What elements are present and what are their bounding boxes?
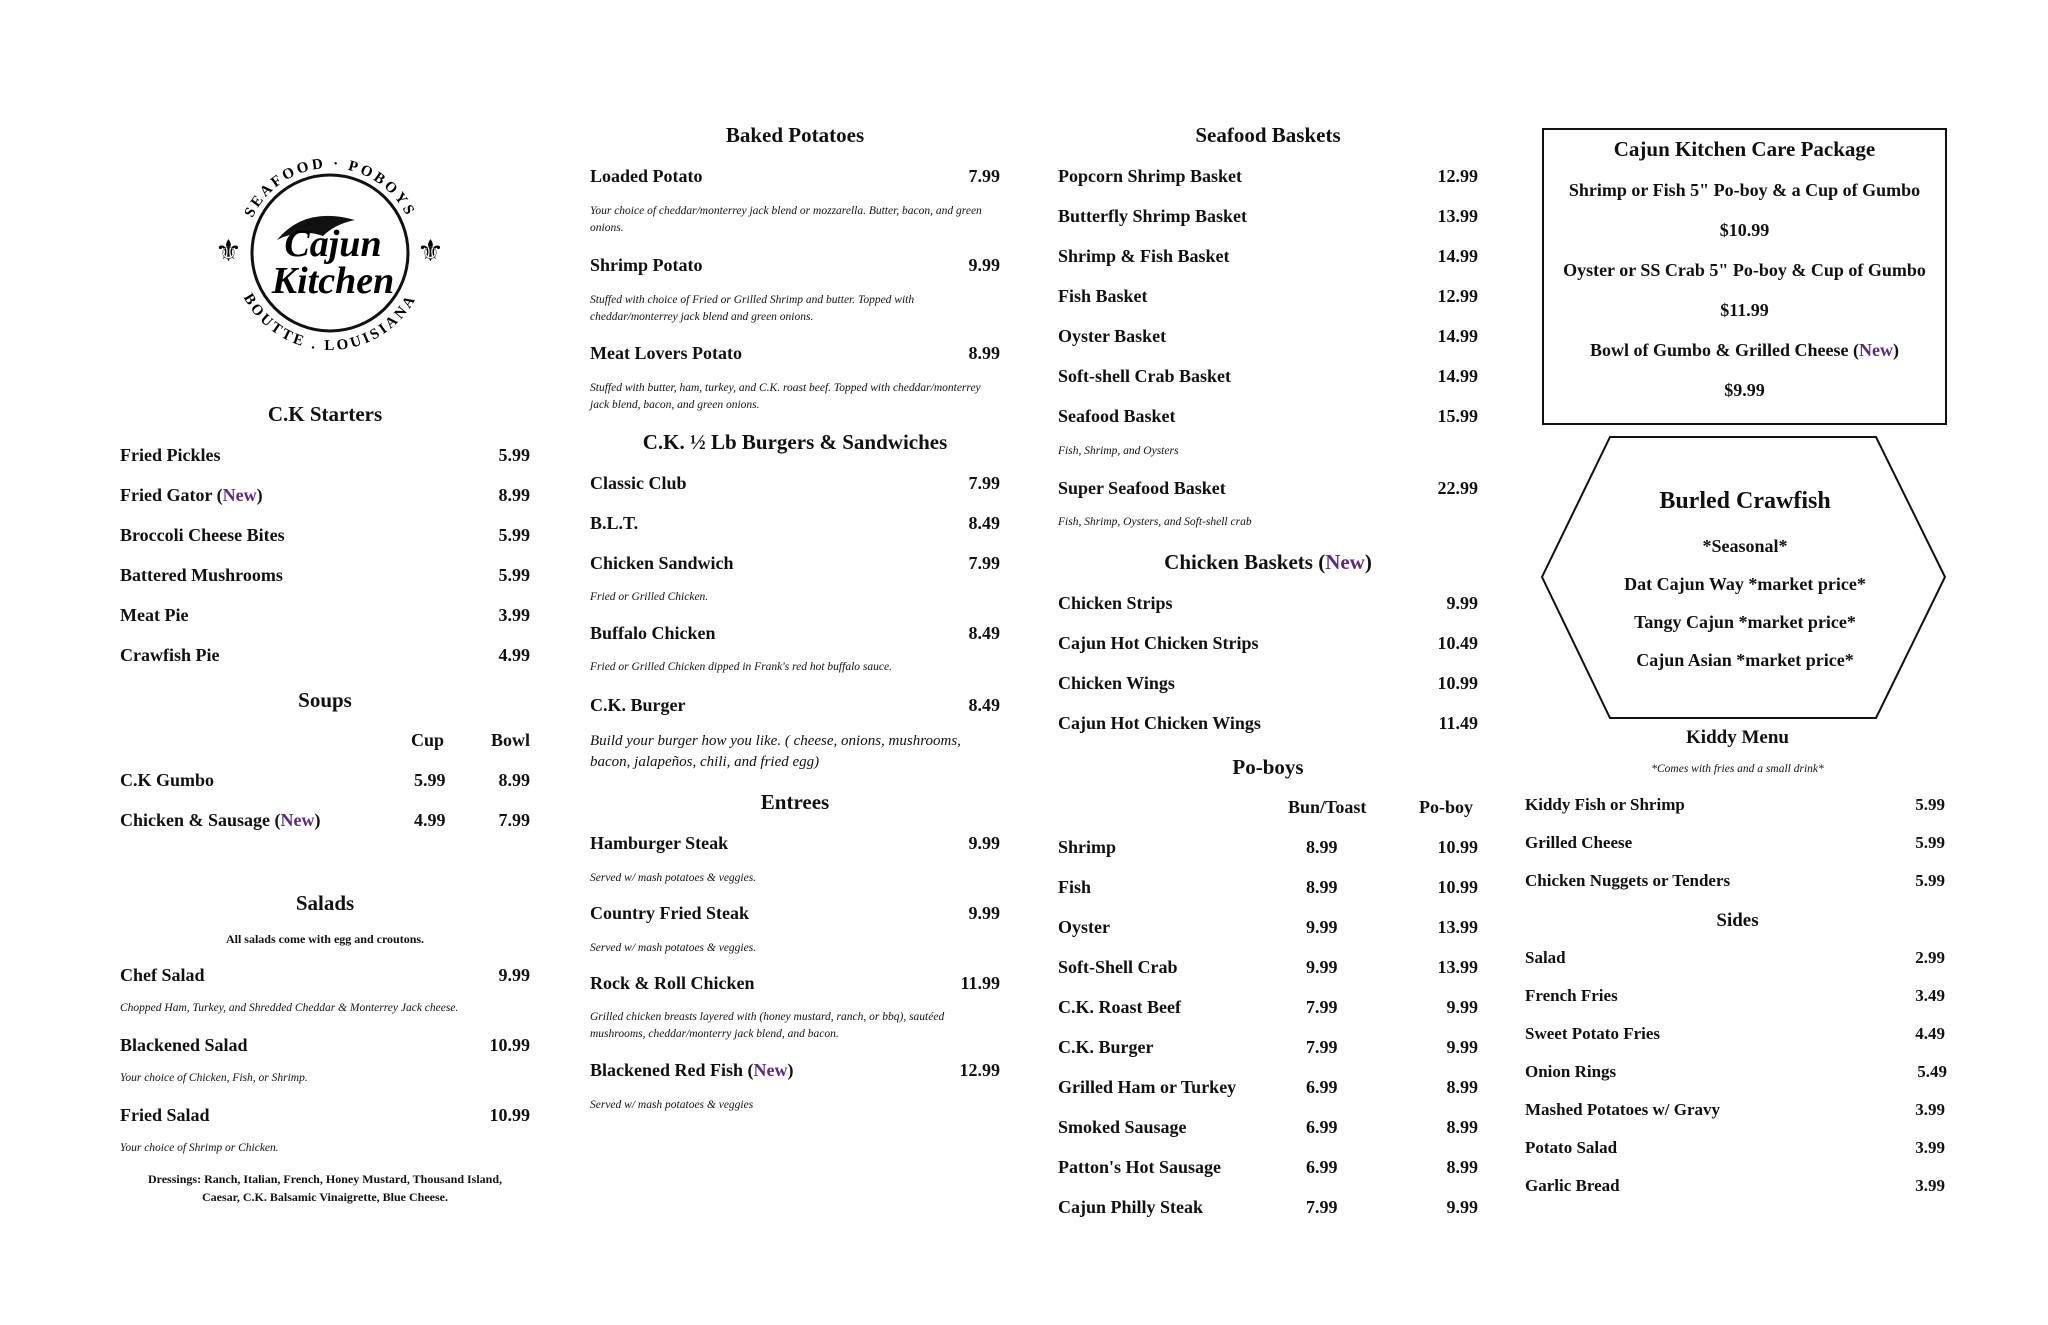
crawfish-title: Burled Crawfish <box>1659 488 1831 514</box>
soups-title: Soups <box>298 688 352 712</box>
item-note: Served w/ mash potatoes & veggies. <box>590 872 757 884</box>
care-package-line: Bowl of Gumbo & Grilled Cheese (New) <box>1590 340 1899 360</box>
logo-top-text: SEAFOOD · POBOYS <box>241 155 419 220</box>
crawfish-line: Cajun Asian *market price* <box>1636 650 1854 670</box>
crawfish-line: Dat Cajun Way *market price* <box>1624 574 1866 594</box>
baked-potatoes-title: Baked Potatoes <box>725 123 865 147</box>
care-package-price: $10.99 <box>1719 220 1770 240</box>
dressings-list: Dressings: Ranch, Italian, French, Honey Mustard, Thousand Island, Caesar, C.K. Balsamic Vinaigrette, Blue Cheese. <box>147 1172 503 1204</box>
kiddy-menu-title: Kiddy Menu <box>1686 727 1789 748</box>
care-package-title: Cajun Kitchen Care Package <box>1613 137 1876 161</box>
care-package-line: Shrimp or Fish 5" Po-boy & a Cup of Gumbo <box>1568 180 1921 200</box>
burgers-title: C.K. ½ Lb Burgers & Sandwiches <box>642 430 948 454</box>
item-note: Fried or Grilled Chicken. <box>590 591 709 603</box>
item-note: Fish, Shrimp, Oysters, and Soft-shell crab <box>1058 516 1252 528</box>
item-note: Your choice of Shrimp or Chicken. <box>120 1142 279 1154</box>
svg-text:⚜: ⚜ <box>417 235 444 268</box>
item-note: Fish, Shrimp, and Oysters <box>1058 445 1179 457</box>
seafood-baskets-title: Seafood Baskets <box>1195 123 1341 147</box>
starters-title: C.K Starters <box>267 402 383 426</box>
crawfish-line: *Seasonal* <box>1702 536 1788 556</box>
logo-bottom-text: BOUTTE . LOUISIANA <box>239 290 421 355</box>
fleur-de-lis-right-icon <box>417 235 444 268</box>
item-note: Build your burger how you like. ( cheese, onions, mushrooms, bacon, jalapeños, chili, and fried egg) <box>590 733 961 770</box>
item-note: Stuffed with choice of Fried or Grilled Shrimp and butter. Topped with cheddar/monterrey jack blend and green onions. <box>590 294 915 323</box>
item-note: Your choice of Chicken, Fish, or Shrimp. <box>120 1072 308 1084</box>
entrees-title: Entrees <box>760 790 830 814</box>
item-note: Stuffed with butter, ham, turkey, and C.K. roast beef. Topped with cheddar/monterrey jack blend, bacon, and green onions. <box>590 382 981 411</box>
logo-word-kitchen: Kitchen <box>271 260 395 302</box>
crawfish-line: Tangy Cajun *market price* <box>1634 612 1856 632</box>
poboys-title: Po-boys <box>1232 755 1304 779</box>
care-package-price: $11.99 <box>1720 300 1769 320</box>
kiddy-menu-subtitle: *Comes with fries and a small drink* <box>1651 763 1824 775</box>
item-note: Chopped Ham, Turkey, and Shredded Cheddar & Monterrey Jack cheese. <box>120 1002 459 1014</box>
chicken-baskets-title: Chicken Baskets (New) <box>1164 550 1372 574</box>
salads-subtitle: All salads come with egg and croutons. <box>225 932 425 946</box>
item-note: Grilled chicken breasts layered with (honey mustard, ranch, or bbq), sautéed mushrooms, cheddar/monterry jack blend, and bacon. <box>590 1011 945 1040</box>
item-note: Fried or Grilled Chicken dipped in Frank's red hot buffalo sauce. <box>590 661 892 673</box>
salads-title: Salads <box>295 891 355 915</box>
care-package-price: $9.99 <box>1724 380 1765 400</box>
fleur-de-lis-left-icon <box>215 235 242 268</box>
sides-title: Sides <box>1716 910 1759 931</box>
item-note: Served w/ mash potatoes & veggies. <box>590 942 757 954</box>
care-package-line: Oyster or SS Crab 5" Po-boy & Cup of Gumbo <box>1563 260 1926 280</box>
item-note: Your choice of cheddar/monterrey jack blend or mozzarella. Butter, bacon, and green onions. <box>590 205 982 234</box>
cajun-kitchen-logo <box>205 128 455 378</box>
item-note: Served w/ mash potatoes & veggies <box>590 1099 754 1111</box>
logo-word-cajun: Cajun <box>284 223 382 265</box>
svg-text:⚜: ⚜ <box>215 235 242 268</box>
